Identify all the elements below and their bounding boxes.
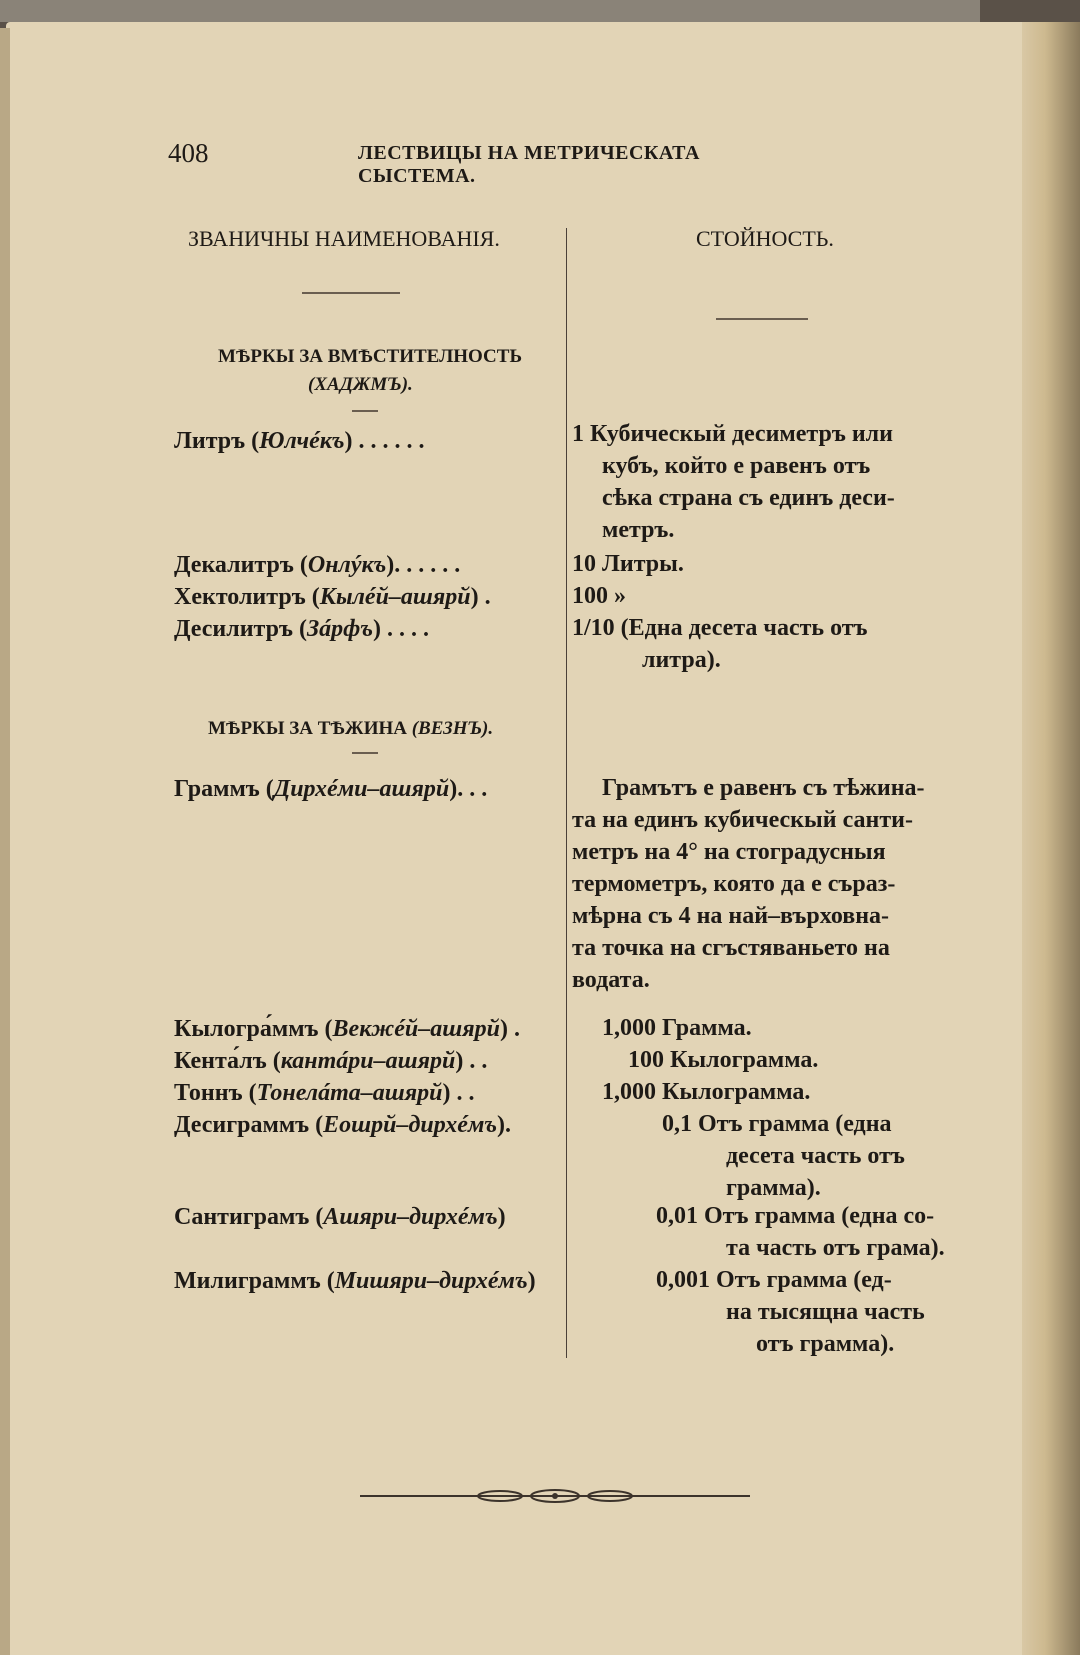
page-gutter-shadow	[1022, 22, 1080, 1655]
ornament-divider	[360, 1486, 750, 1506]
term-milligram: Милиграммъ (Мишяри–дирхéмъ)	[174, 1268, 536, 1294]
value-milligram: 0,001 Отъ грамма (ед- на тысящна часть отъ грамма).	[656, 1267, 925, 1357]
term-centigram: Сантиграмъ (Ашяри–дирхéмъ)	[174, 1204, 506, 1230]
page-left-edge	[0, 28, 10, 1655]
value-gram: Грамътъ е равенъ съ тѣжина- та на единъ кубическый санти- метръ на 4° на стоградусныя термометръ, която да е съраз- мѣрна съ 4 на най–върховна- та точка на сгъстяваньето на водата.	[572, 775, 925, 993]
value-centigram: 0,01 Отъ грамма (една со- та часть отъ грама).	[656, 1203, 945, 1261]
value-kilogram: 1,000 Грамма.	[602, 1015, 752, 1041]
value-liter: 1 Кубическый десиметръ или кубъ, който е равенъ отъ сѣка страна съ единъ деси- метръ.	[572, 421, 895, 543]
term-ton: Тоннъ (Тонелáта–ашярй) . .	[174, 1080, 475, 1106]
value-decaliter: 10 Литры.	[572, 551, 684, 577]
running-head	[168, 138, 798, 187]
right-column-heading: СТОЙНОСТЬ.	[696, 226, 834, 251]
capacity-section-subtitle: (ХАДЖМЪ).	[308, 374, 413, 395]
value-quintal: 100 Кылограмма.	[628, 1047, 819, 1073]
term-decaliter: Декалитръ (Онлýкъ). . . . . .	[174, 552, 461, 578]
value-ton: 1,000 Кылограмма.	[602, 1079, 811, 1105]
term-kilogram: Кылогра́ммъ (Векжéй–ашярй) .	[174, 1016, 520, 1042]
capacity-section-title: МѢРКЫ ЗА ВМѢСТИТЕЛНОСТЬ	[217, 346, 523, 367]
term-decigram: Десиграммъ (Еошрй–дирхéмъ).	[174, 1112, 512, 1138]
running-title: ЛЕСТВИЦЫ НА МЕТРИЧЕСКАТА СЫСТЕМА.	[358, 142, 700, 187]
capacity-dash	[352, 410, 378, 412]
value-decigram: 0,1 Отъ грамма (една десета часть отъ грамма).	[662, 1111, 905, 1201]
term-gram: Граммъ (Дирхéми–ашярй). . .	[174, 776, 488, 802]
weight-section-title: МѢРКЫ ЗА ТѢЖИНА (ВЕЗНЪ).	[208, 718, 494, 739]
value-hectoliter: 100 »	[572, 583, 626, 609]
left-column-heading: ЗВАНИЧНЫ НАИМЕНОВАНІЯ.	[188, 226, 500, 251]
left-heading-rule	[302, 292, 400, 294]
right-heading-rule	[716, 318, 808, 320]
weight-section-subtitle: (ВЕЗНЪ).	[411, 718, 494, 739]
value-deciliter: 1/10 (Една десета часть отъ литра).	[572, 615, 868, 673]
column-divider	[566, 228, 567, 1358]
term-hectoliter: Хектолитръ (Кылéй–ашярй) .	[174, 584, 491, 610]
page-number: 408	[168, 138, 209, 168]
term-deciliter: Десилитръ (Зáрфъ) . . . .	[174, 616, 429, 642]
weight-dash	[352, 752, 378, 754]
term-quintal: Кента́лъ (кантáри–ашярй) . .	[174, 1048, 488, 1074]
term-liter: Литръ (Юлчéкъ) . . . . . .	[174, 428, 425, 454]
